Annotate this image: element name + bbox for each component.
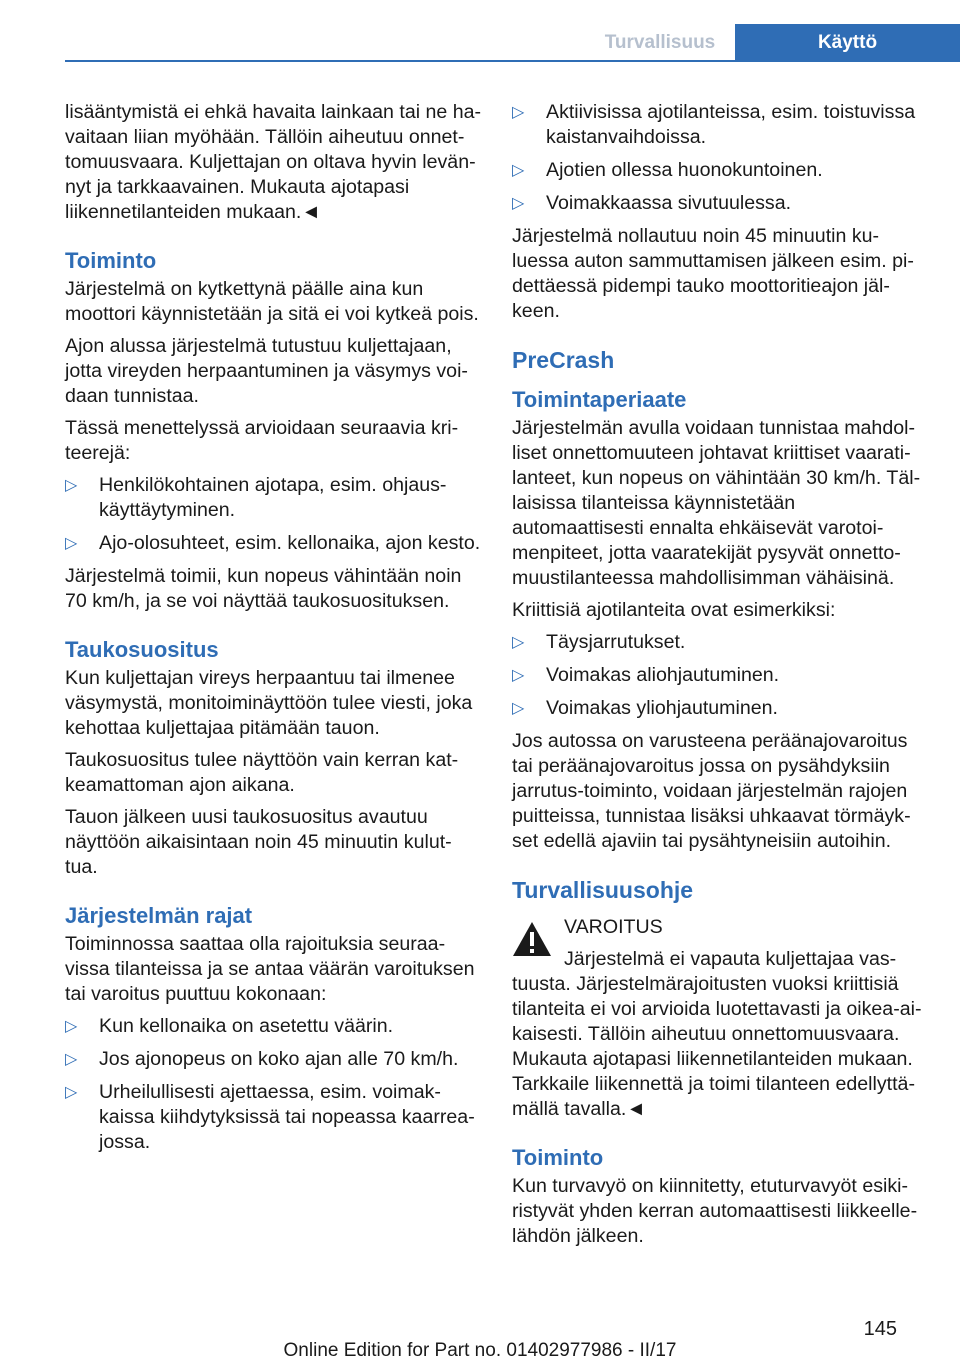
bullet-triangle-icon: ▷ xyxy=(65,1051,78,1068)
header-rule xyxy=(65,60,960,62)
list-item: ▷ Voimakas aliohjautuminen. xyxy=(512,664,780,686)
paragraph: Jos autossa on varusteena peräänajovaroitus tai peräänajovaroitus jossa on pysähdyksiin jarrutus-toiminto, voidaan järjestelmän rajojen puitteissa, tunnistaa lisäksi uhkaavat törmäyk-set edellä ajaviin tai pysähtyneisiin autoihin. xyxy=(512,730,911,852)
heading-jarjestelman-rajat: Järjestelmän rajat xyxy=(65,903,253,928)
bullet-triangle-icon: ▷ xyxy=(512,195,525,212)
left-column xyxy=(65,100,483,1163)
header-chapter-tab: Käyttö xyxy=(735,24,960,62)
paragraph: Järjestelmä nollautuu noin 45 minuutin ku-luessa auton sammuttamisen jälkeen esim. pi-dettäessä pidempi tauko moottoritieajon jäl-keen. xyxy=(512,225,914,322)
warning-box xyxy=(512,915,930,940)
paragraph: lisääntymistä ei ehkä havaita lainkaan tai ne ha-vaitaan liian myöhään. Tällöin aiheutuu onnet-tomuusvaara. Kuljettajan on oltava hyvin levän-nyt ja tarkkaavainen. Mukauta ajotapasi liikennetilanteiden mukaan.◄ xyxy=(65,101,482,223)
paragraph: Järjestelmä toimii, kun nopeus vähintään noin 70 km/h, ja se voi näyttää taukosuosituksen. xyxy=(65,565,462,612)
warning-triangle-icon xyxy=(512,921,552,957)
list-item: ▷ Urheilullisesti ajettaessa, esim. voimak-kaissa kiihdytyksissä tai nopeassa kaarrea-jossa. xyxy=(65,1081,475,1153)
heading-toiminto-2: Toiminto xyxy=(512,1145,604,1170)
bullet-triangle-icon: ▷ xyxy=(512,162,525,179)
heading-toiminto: Toiminto xyxy=(65,248,157,273)
paragraph: Järjestelmän avulla voidaan tunnistaa mahdol-liset onnettomuuteen johtavat kriittiset vaarati-lanteet, kun nopeus on vähintään 30 km/h. Täl-laisissa tilanteissa käynnistetään automaattisesti ennalta ehkäisevät varotoi-menpiteet, jotta vaaratekijät pysyvät onnetto-muustilanteessa mahdollisimman vähäisinä. xyxy=(512,417,921,589)
paragraph: Tauon jälkeen uusi taukosuositus avautuu näyttöön aikaisintaan noin 45 minuutin kulut-tua. xyxy=(65,806,452,878)
paragraph: Kriittisiä ajotilanteita ovat esimerkiksi: xyxy=(512,599,836,621)
paragraph: Järjestelmä on kytkettynä päälle aina kun moottori käynnistetään ja sitä ei voi kytkeä pois. xyxy=(65,278,479,325)
paragraph: Kun turvavyö on kiinnitetty, etuturvavyöt esiki-ristyvät yhden kerran automaattisesti liikkeelle-lähdön jälkeen. xyxy=(512,1175,918,1247)
bullet-triangle-icon: ▷ xyxy=(512,700,525,717)
paragraph: Tässä menettelyssä arvioidaan seuraavia kri-teerejä: xyxy=(65,417,459,464)
list-item: ▷ Aktiivisissa ajotilanteissa, esim. toistuvissa kaistanvaihdoissa. xyxy=(512,101,916,148)
bullet-triangle-icon: ▷ xyxy=(65,1018,78,1035)
warning-title: VAROITUS xyxy=(564,916,663,938)
criteria-list xyxy=(65,473,483,556)
list-item: ▷ Jos ajonopeus on koko ajan alle 70 km/h. xyxy=(65,1048,459,1070)
list-item: ▷ Voimakas yliohjautuminen. xyxy=(512,697,778,719)
heading-taukosuositus: Taukosuositus xyxy=(65,637,219,662)
list-item: ▷ Ajotien ollessa huonokuntoinen. xyxy=(512,159,823,181)
warning-text: Järjestelmä ei vapauta kuljettajaa vas-tuusta. Järjestelmärajoitusten vuoksi kriittisiä tilanteita ei voi arvioida luotettavasti ja oikea-ai-kaisesti. Tällöin aiheutuu onnettomuusvaara. Mukauta ajotapasi liikennetilanteiden mukaan. Tarkkaile liikennettä ja toimi tilanteen edellyttä-mällä tavalla.◄ xyxy=(512,948,922,1120)
list-item: ▷ Kun kellonaika on asetettu väärin. xyxy=(65,1015,394,1037)
bullet-triangle-icon: ▷ xyxy=(512,104,525,121)
right-column xyxy=(512,100,930,1256)
list-item: ▷ Henkilökohtainen ajotapa, esim. ohjaus-käyttäytyminen. xyxy=(65,474,447,521)
heading-toimintaperiaate: Toimintaperiaate xyxy=(512,387,687,412)
critical-situations-list xyxy=(512,630,930,721)
heading-precrash: PreCrash xyxy=(512,347,615,373)
bullet-triangle-icon: ▷ xyxy=(512,667,525,684)
page-footer xyxy=(0,1318,960,1362)
page-number: 145 xyxy=(863,1318,897,1340)
list-item: ▷ Voimakkaassa sivutuulessa. xyxy=(512,192,792,214)
paragraph: Ajon alussa järjestelmä tutustuu kuljettajaan, jotta vireyden herpaantuminen ja väsymys voi-daan tunnistaa. xyxy=(65,335,468,407)
limits-list-continued xyxy=(512,100,930,216)
paragraph: Toiminnossa saattaa olla rajoituksia seuraa-vissa tilanteissa ja se antaa väärän varoituksen tai varoitus puuttuu kokonaan: xyxy=(65,933,475,1005)
list-item: ▷ Ajo-olosuhteet, esim. kellonaika, ajon kesto. xyxy=(65,532,481,554)
bullet-triangle-icon: ▷ xyxy=(65,535,78,552)
page-header xyxy=(0,0,960,62)
bullet-triangle-icon: ▷ xyxy=(65,1084,78,1101)
limits-list xyxy=(65,1014,483,1155)
paragraph: Taukosuositus tulee näyttöön vain kerran kat-keamattoman ajon aikana. xyxy=(65,749,459,796)
header-section-label: Turvallisuus xyxy=(604,32,716,53)
bullet-triangle-icon: ▷ xyxy=(512,634,525,651)
list-item: ▷ Täysjarrutukset. xyxy=(512,631,686,653)
edition-line: Online Edition for Part no. 01402977986 - II/17 xyxy=(283,1340,677,1361)
heading-turvallisuusohje: Turvallisuusohje xyxy=(512,877,694,903)
paragraph: Kun kuljettajan vireys herpaantuu tai ilmenee väsymystä, monitoiminäyttöön tulee viesti, joka kehottaa kuljettajaa pitämään tauon. xyxy=(65,667,473,739)
bullet-triangle-icon: ▷ xyxy=(65,477,78,494)
